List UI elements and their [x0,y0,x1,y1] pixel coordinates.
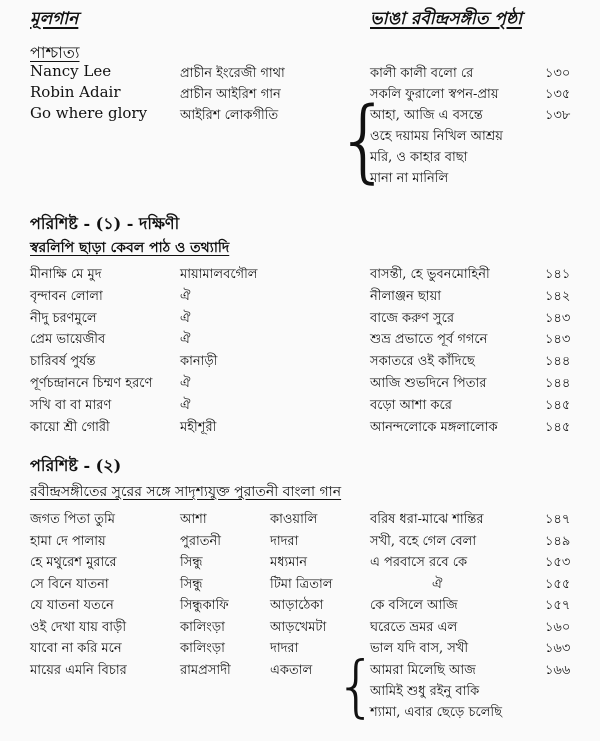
appendix1-raga: ঐ [180,332,191,348]
appendix1-subtitle: স্বরলিপি ছাড়া কেবল পাঠ ও তথ্যাদি [30,240,230,256]
appendix1-title: পরিশিষ্ট - (১) - দক্ষিণী [30,214,180,233]
western-type: প্রাচীন ইংরেজী গাথা [180,66,285,81]
appendix2-tagore: ঘরেতে ভ্রমর এল [370,619,458,635]
appendix2-page: ১৫৫ [545,576,571,592]
appendix2-tala: টিমা ত্রিতাল [270,576,333,592]
appendix1-raga: মায়ামালবগৌল [180,267,258,282]
appendix1-page: ১৪৫ [545,419,571,435]
appendix1-tagore: সকাতরে ওই কাঁদিছে [370,354,475,370]
appendix2-tala: দাদরা [270,641,299,656]
appendix2-tala: দাদরা [270,533,299,549]
appendix2-tala: কাওয়ালি [270,512,318,527]
appendix2-raga: সিন্ধু [180,576,203,592]
western-song: Go where glory [30,104,148,122]
appendix2-song: সে বিনে যাতনা [30,576,109,592]
western-tagore: কালী কালী বলো রে [370,66,474,81]
appendix2-tagore: সখী, বহে গেল বেলা [370,533,477,549]
appendix2-tagore: কে বসিলে আজি [370,598,458,613]
appendix1-tagore: শুভ্র প্রভাতে পূর্ব গগনে [370,332,488,348]
appendix1-song: প্রেম ভায়েজীব [30,332,106,348]
appendix1-raga: ঐ [180,310,191,326]
western-tagore: মরি, ও কাহার বাছা [370,150,468,165]
appendix2-tagore: ভাল যদি বাস, সখী [370,641,469,656]
appendix1-page: ১৪৪ [545,376,571,391]
appendix2-page: ১৫৩ [545,555,571,570]
appendix1-page: ১৪৩ [545,310,571,326]
appendix1-page: ১৪৫ [545,397,571,413]
appendix2-page: ১৬৩ [545,641,571,656]
appendix2-tagore: এ পরবাসে রবে কে [370,555,468,570]
appendix2-song: ওই দেখা যায় বাড়ী [30,619,127,635]
appendix1-page: ১৪২ [545,288,571,304]
appendix2-tagore: বরিষ ধরা-মাঝে শান্তির [370,512,484,527]
appendix2-song: হে মথুরেশ মুরারে [30,555,117,570]
appendix1-page: ১৪৪ [545,354,571,370]
appendix1-page: ১৪১ [545,267,571,282]
western-tagore: সকলি ফুরালো স্বপন-প্রায় [370,87,499,102]
appendix2-song: যে যাতনা যতনে [30,598,114,613]
appendix2-raga: রামপ্রসাদী [180,662,231,678]
western-tagore: আহা, আজি এ বসন্তে [370,108,483,123]
appendix2-song: হামা দে পালায় [30,533,106,549]
appendix2-song: মায়ের এমনি বিচার [30,662,127,678]
appendix2-subtitle: রবীন্দ্রসঙ্গীতের সুরের সঙ্গে সাদৃশ্যযুক্ত পুরাতনী বাংলা গান [30,484,342,500]
appendix1-song: নীদু চরণমুলে [30,310,97,326]
brace-icon: { [335,88,393,193]
appendix2-tagore: ঐ [432,576,443,592]
western-page: ১৩০ [545,66,571,81]
appendix2-page: ১৪৯ [545,533,571,549]
appendix1-tagore: বাজে করুণ সুরে [370,310,455,326]
appendix1-tagore: নীলাঞ্জন ছায়া [370,288,442,304]
appendix2-song: যাবো না করি মনে [30,641,122,656]
appendix2-raga: সিন্ধু [180,555,203,570]
appendix2-title: পরিশিষ্ট - (২) [30,456,122,475]
appendix1-raga: ঐ [180,397,191,413]
western-title: পাশ্চাত্য [30,43,80,62]
western-tagore: মানা না মানিলি [370,171,449,186]
appendix2-tagore: আমরা মিলেছি আজ [370,662,476,678]
appendix2-tagore: শ্যামা, এবার ছেড়ে চলেছি [370,704,502,720]
header-left: মূলগান [30,9,79,29]
header-right: ভাঙা রবীন্দ্রসঙ্গীত পৃষ্ঠা [370,9,522,29]
appendix2-song: জগত পিতা তুমি [30,512,115,527]
appendix1-tagore: বড়ো আশা করে [370,397,452,413]
appendix2-page: ১৬০ [545,619,571,635]
appendix1-raga: ঐ [180,288,191,304]
appendix2-page: ১৪৭ [545,512,571,527]
appendix2-raga: আশা [180,512,207,527]
appendix1-raga: ঐ [180,376,191,391]
appendix2-raga: পুরাতনী [180,533,221,549]
western-type: আইরিশ লোকগীতি [180,108,279,123]
western-page: ১৩৫ [545,87,571,102]
appendix1-raga: কানাড়ী [180,354,218,370]
western-type: প্রাচীন আইরিশ গান [180,87,281,102]
appendix2-tala: আড়াঠেকা [270,598,324,613]
western-page: ১৩৮ [545,108,571,123]
appendix2-tala: মধ্যমান [270,555,308,570]
western-song: Nancy Lee [30,62,112,80]
brace-icon: { [335,646,378,725]
appendix1-song: চারিবর্ষ পুর্যন্ত [30,354,96,370]
appendix1-raga: মহীশূরী [180,419,217,435]
appendix1-song: পূর্ণচন্দ্রাননে চিম্মণ হরণে [30,376,153,391]
appendix2-tala: আড়খেমটা [270,619,327,635]
appendix1-tagore: বাসন্তী, হে ভুবনমোহিনী [370,267,490,282]
appendix2-tagore: আমিই শুধু রইনু বাকি [370,683,480,699]
appendix2-raga: কালিংড়া [180,641,225,656]
appendix1-page: ১৪৩ [545,332,571,348]
appendix2-page: ১৫৭ [545,598,571,613]
appendix1-tagore: আজি শুভদিনে পিতার [370,376,487,391]
appendix1-song: বৃন্দাবন লোলা [30,288,103,304]
western-song: Robin Adair [30,83,121,101]
appendix2-page: ১৬৬ [545,662,571,678]
appendix2-tala: একতাল [270,662,313,678]
appendix1-tagore: আনন্দলোকে মঙ্গলালোক [370,419,498,435]
western-tagore: ওহে দয়াময় নিখিল আশ্রয় [370,129,503,144]
appendix1-song: সখি বা বা মারণ [30,397,112,413]
appendix2-raga: সিন্ধুকাফি [180,598,229,613]
appendix1-song: মীনাক্ষি মে মুদ [30,267,102,282]
appendix2-raga: কালিংড়া [180,619,225,635]
appendix1-song: কায়ো শ্রী গোরী [30,419,110,435]
